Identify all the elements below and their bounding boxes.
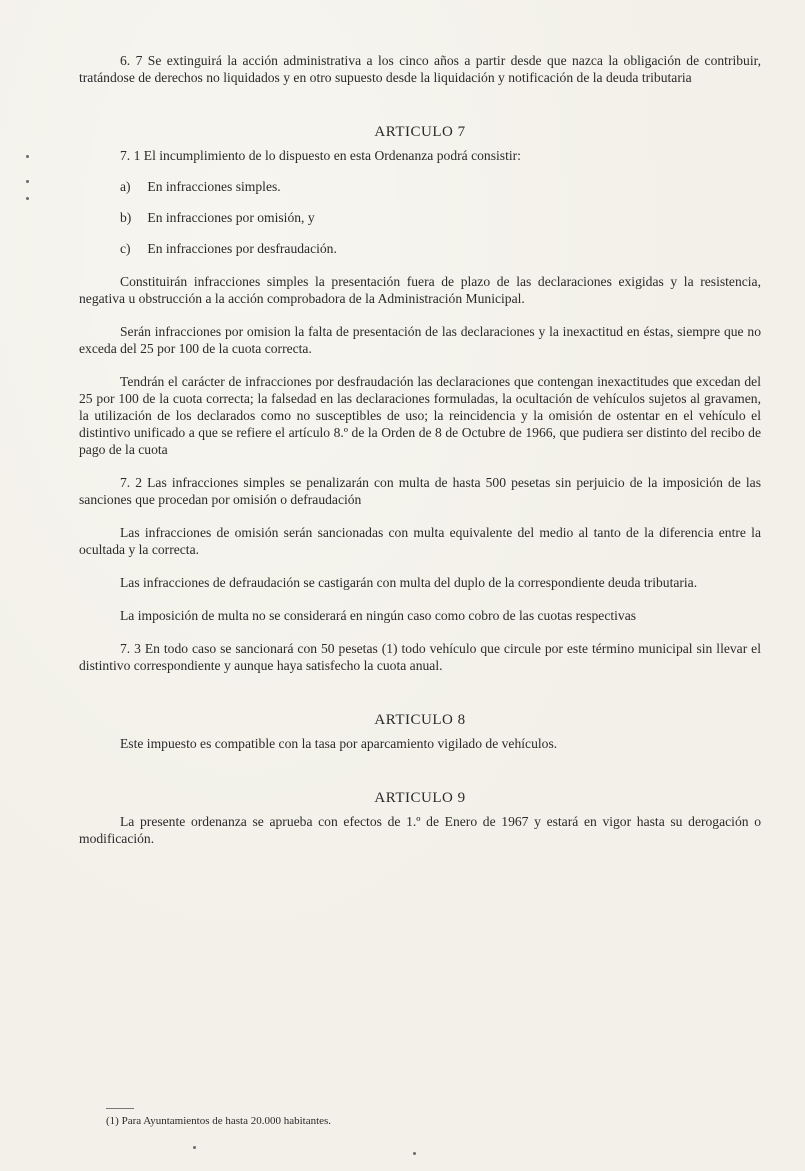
list-label: a) bbox=[120, 179, 131, 194]
paragraph-fraud-infractions: Tendrán el carácter de infracciones por desfraudación las declaraciones que contengan inexactitudes que excedan del 25 por 100 de la cuota correcta; la falsedad en las declaraciones formuladas, la ocultación de vehículos sujetos al gravamen, la utilización de los declarados como no susceptibles de uso; la reincidencia y la omisión de ostentar en el vehículo el distintivo unificado a que se refiere el artículo 8.º de la Orden de 8 de Octubre de 1966, que pudiera ser distinto del recibo de pago de la cuota bbox=[79, 374, 761, 457]
paper-speck bbox=[26, 180, 29, 183]
paper-speck bbox=[26, 197, 29, 200]
infraction-list bbox=[79, 178, 761, 257]
paragraph-simple-infractions: Constituirán infracciones simples la presentación fuera de plazo de las declaraciones exigidas y la resistencia, negativa u obstrucción a la acción comprobadora de la Administración Municipal. bbox=[79, 274, 761, 306]
article-9-heading: ARTICULO 9 bbox=[374, 790, 466, 806]
paragraph-omission-penalty: Las infracciones de omisión serán sancionadas con multa equivalente del medio al tanto de la diferencia entre la ocultada y la correcta. bbox=[79, 525, 761, 557]
list-label: b) bbox=[120, 210, 132, 225]
article-8-heading: ARTICULO 8 bbox=[374, 712, 466, 728]
footnote: (1) Para Ayuntamientos de hasta 20.000 habitantes. bbox=[106, 1115, 332, 1127]
paper-speck bbox=[26, 155, 29, 158]
paragraph-omission-infractions: Serán infracciones por omision la falta de presentación de las declaraciones y la inexactitud en éstas, siempre que no exceda del 25 por 100 de la cuota correcta. bbox=[79, 324, 761, 356]
list-item-b bbox=[79, 209, 761, 226]
paragraph-7-3: 7. 3 En todo caso se sancionará con 50 pesetas (1) todo vehículo que circule por este término municipal sin llevar el distintivo correspondiente y aunque haya satisfecho la cuota anual. bbox=[79, 641, 761, 673]
paragraph-imposition: La imposición de multa no se considerará en ningún caso como cobro de las cuotas respectivas bbox=[120, 608, 637, 623]
list-item-a bbox=[79, 178, 761, 195]
paragraph-7-2: 7. 2 Las infracciones simples se penalizarán con multa de hasta 500 pesetas sin perjuicio de la imposición de las sanciones que procedan por omisión o defraudación bbox=[79, 475, 761, 507]
document-body bbox=[79, 52, 761, 847]
list-text: En infracciones por desfraudación. bbox=[147, 241, 337, 256]
article-7-heading: ARTICULO 7 bbox=[374, 124, 466, 140]
paragraph-7-1: 7. 1 El incumplimiento de lo dispuesto en esta Ordenanza podrá consistir: bbox=[120, 148, 521, 163]
paragraph-article-9: La presente ordenanza se aprueba con efectos de 1.º de Enero de 1967 y estará en vigor hasta su derogación o modificación. bbox=[79, 814, 761, 846]
list-text: En infracciones simples. bbox=[147, 179, 281, 194]
paragraph-6-7: 6. 7 Se extinguirá la acción administrativa a los cinco años a partir desde que nazca la obligación de contribuir, tratándose de derechos no liquidados y en otro supuesto desde la liquidación y notificación de la deuda tributaria bbox=[79, 53, 761, 85]
list-text: En infracciones por omisión, y bbox=[147, 210, 315, 225]
list-label: c) bbox=[120, 241, 131, 256]
footnote-divider bbox=[106, 1108, 134, 1109]
paragraph-article-8: Este impuesto es compatible con la tasa por aparcamiento vigilado de vehículos. bbox=[120, 736, 558, 751]
paragraph-fraud-penalty: Las infracciones de defraudación se castigarán con multa del duplo de la correspondiente deuda tributaria. bbox=[120, 575, 698, 590]
paper-speck bbox=[193, 1146, 196, 1149]
paper-speck bbox=[413, 1152, 416, 1155]
list-item-c bbox=[79, 240, 761, 257]
